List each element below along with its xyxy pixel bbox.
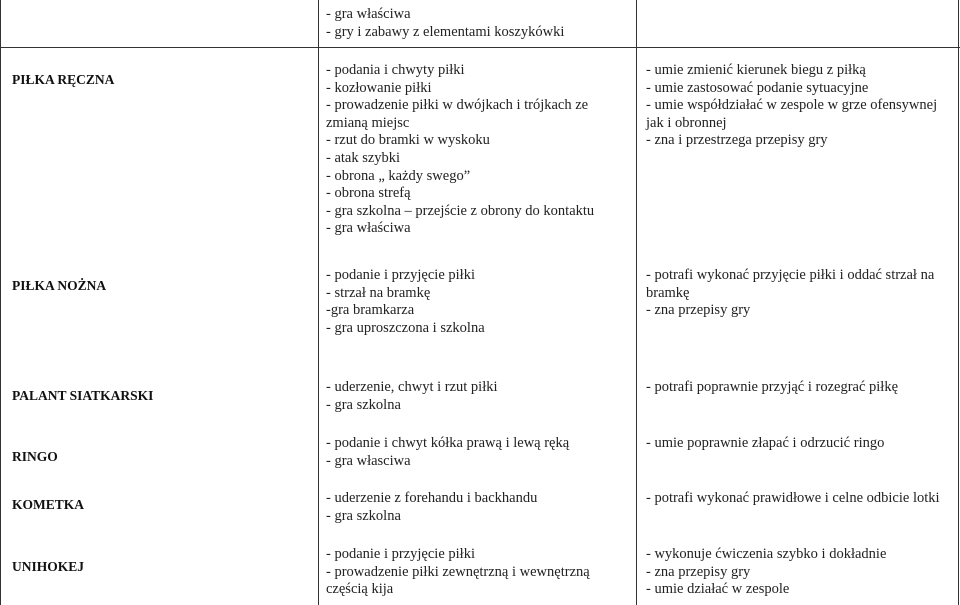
table-row-5-content: - uderzenie z forehandu i backhandu - gra szkolna: [326, 490, 538, 524]
table-row-1-category: PIŁKA RĘCZNA: [12, 72, 115, 87]
table-row-3-category: PALANT SIATKARSKI: [12, 388, 154, 403]
column-divider-1: [318, 0, 319, 605]
column-divider-2: [636, 0, 637, 605]
table-row-5-category: KOMETKA: [12, 497, 85, 512]
table-row-2-outcomes: - potrafi wykonać przyjęcie piłki i oddać strzał na bramkę - zna przepisy gry: [646, 267, 935, 319]
table-row-0-content: - gra właściwa - gry i zabawy z elementami koszykówki: [326, 6, 565, 40]
table-row-5-outcomes: - potrafi wykonać prawidłowe i celne odbicie lotki: [646, 490, 940, 506]
table-row-1-outcomes: - umie zmienić kierunek biegu z piłką - umie zastosować podanie sytuacyjne - umie współdziałać w zespole w grze ofensywnej jak i obronnej - zna i przestrzega przepisy gry: [646, 62, 938, 149]
table-row-4-category: RINGO: [12, 449, 58, 464]
table-row-2-category: PIŁKA NOŻNA: [12, 278, 107, 293]
table-row-1-content: - podania i chwyty piłki - kozłowanie piłki - prowadzenie piłki w dwójkach i trójkach ze zmianą miejsc - rzut do bramki w wyskoku - atak szybki - obrona „ każdy swego” - obrona strefą - gra szkolna – przejście z obrony do kontaktu - gra właściwa: [326, 62, 595, 237]
table-row-6-outcomes: - wykonuje ćwiczenia szybko i dokładnie - zna przepisy gry - umie działać w zespole: [646, 546, 887, 598]
row-divider: [0, 47, 960, 48]
table-row-4-outcomes: - umie poprawnie złapać i odrzucić ringo: [646, 435, 885, 451]
table-border-right: [958, 0, 959, 605]
table-row-2-content: - podanie i przyjęcie piłki - strzał na bramkę -gra bramkarza - gra uproszczona i szkolna: [326, 267, 485, 336]
table-row-3-content: - uderzenie, chwyt i rzut piłki - gra szkolna: [326, 379, 498, 413]
table-row-4-content: - podanie i chwyt kółka prawą i lewą ręką - gra własciwa: [326, 435, 570, 469]
table-border-left: [0, 0, 1, 605]
table-row-6-category: UNIHOKEJ: [12, 559, 85, 574]
table-row-3-outcomes: - potrafi poprawnie przyjąć i rozegrać piłkę: [646, 379, 899, 395]
table-row-6-content: - podanie i przyjęcie piłki - prowadzenie piłki zewnętrzną i wewnętrzną częścią kija: [326, 546, 590, 598]
